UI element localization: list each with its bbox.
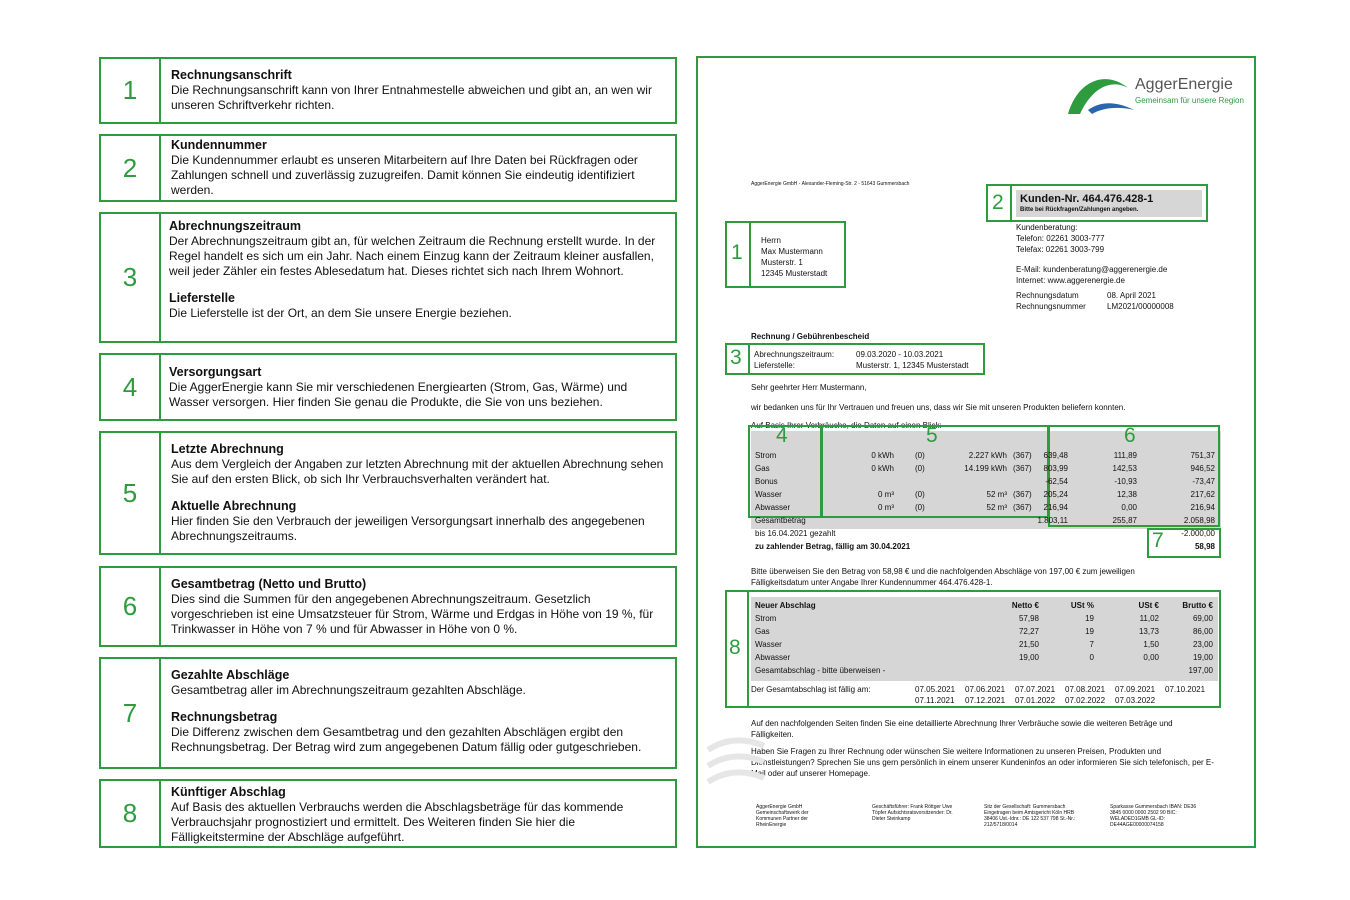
installment-total-row: Gesamtabschlag - bitte überweisen - 197,00 bbox=[755, 666, 1213, 675]
address-line: Herrn bbox=[761, 236, 782, 245]
table-row: Abwasser 0 m³ (0) 52 m³ (367) 216,94 0,00 216,94 bbox=[755, 503, 1215, 512]
basis-text: Auf Basis Ihrer Verbräuche, die Daten auf einen Blick: bbox=[751, 421, 942, 430]
supply-type: Strom bbox=[755, 451, 777, 460]
due-amount: 58,98 bbox=[1194, 542, 1215, 551]
supply-type: Abwasser bbox=[755, 503, 791, 512]
explanation-box bbox=[99, 657, 677, 769]
table-row: Bonus -62,54 -10,93 -73,47 bbox=[755, 477, 1215, 486]
callout-number: 2 bbox=[992, 191, 1004, 214]
agger-logo-icon bbox=[1066, 70, 1136, 116]
period-value: 09.03.2020 - 10.03.2021 bbox=[856, 350, 944, 359]
period-box bbox=[725, 343, 985, 375]
explanation-subtext: Die Lieferstelle ist der Ort, an dem Sie unsere Energie beziehen. bbox=[169, 306, 512, 320]
explanation-title: Letzte Abrechnung bbox=[171, 442, 284, 456]
explanation-subtitle: Aktuelle Abrechnung bbox=[171, 499, 297, 513]
period-label: Abrechnungszeitraum: bbox=[754, 350, 835, 359]
due-dates-row: 07.05.2021 07.06.2021 07.07.2021 07.08.2021 07.09.2021 07.10.2021 bbox=[915, 685, 1206, 694]
watermark-waves-icon bbox=[706, 730, 766, 794]
sender-line: AggerEnergie GmbH - Alexander-Fleming-Str. 2 - 51643 Gummersbach bbox=[751, 181, 910, 187]
paid-label: bis 16.04.2021 gezahlt bbox=[755, 529, 836, 538]
explanation-box bbox=[99, 134, 677, 202]
callout-number: 6 bbox=[101, 568, 161, 645]
delivery-label: Lieferstelle: bbox=[754, 361, 795, 370]
explanation-title: Versorgungsart bbox=[169, 365, 262, 379]
total-brutto: 2.058,98 bbox=[1183, 516, 1215, 525]
callout-number: 7 bbox=[101, 659, 161, 767]
callout-number: 3 bbox=[730, 346, 742, 369]
explanation-box bbox=[99, 779, 677, 848]
table-row: Wasser 0 m³ (0) 52 m³ (367) 205,24 12,38 217,62 bbox=[755, 490, 1215, 499]
supply-type: Gas bbox=[755, 464, 770, 473]
callout-number: 7 bbox=[1152, 529, 1164, 552]
table-row: Wasser 21,50 7 1,50 23,00 bbox=[755, 640, 1213, 649]
footer-column: Geschäftsführer: Frank Röttger Uwe Töpfer Aufsichtsratsvorsitzender: Dr. Dieter Steinkamp bbox=[872, 804, 953, 822]
transfer-text: Bitte überweisen Sie den Betrag von 58,98 € und die nachfolgenden Abschläge von 197,00 € zum jeweiligen Fälligkeitsdatum unter Angabe Ihrer Kundennummer 464.476.428-1. bbox=[751, 567, 1135, 587]
explanation-text: Auf Basis des aktuellen Verbrauchs werden die Abschlagsbeträge für das kommende Verbrauchsjahr prognostiziert und ermittelt. Des Weiteren finden Sie hier die Fälligkeitstermine der Abschläge aufgeführt. bbox=[171, 800, 624, 844]
table-header: Neuer Abschlag Netto € USt % USt € Brutto € bbox=[755, 601, 1213, 610]
table-row: Strom 57,98 19 11,02 69,00 bbox=[755, 614, 1213, 623]
footer-column: Sparkasse Gummersbach IBAN: DE36 3845 0000 0000 2502 90 BIC: WELADED1GMB GL-ID: DE44AGE00000074158 bbox=[1110, 804, 1197, 828]
explanation-text: Aus dem Vergleich der Angaben zur letzten Abrechnung mit der aktuellen Abrechnung sehen Sie auf den ersten Blick, ob sich Ihr Verbrauchsverhalten verändert hat. bbox=[171, 457, 664, 486]
explanation-text: Gesamtbetrag aller im Abrechnungszeitraum gezahlten Abschläge. bbox=[171, 683, 526, 697]
total-netto: 1.803,11 bbox=[1037, 516, 1068, 525]
paid-amount: -2.000,00 bbox=[1181, 529, 1215, 538]
callout-number: 8 bbox=[101, 781, 161, 846]
contact-line: Internet: www.aggerenergie.de bbox=[1016, 276, 1125, 285]
table-row: Abwasser 19,00 0 0,00 19,00 bbox=[755, 653, 1213, 662]
table-row: Gas 0 kWh (0) 14.199 kWh (367) 803,99 142,53 946,52 bbox=[755, 464, 1215, 473]
callout-number: 5 bbox=[926, 424, 938, 447]
footer-column: Sitz der Gesellschaft: Gummersbach Eingetragen beim Amtsgericht Köln HRB 38406 Ust.-Idnr.: DE 122 537 798 St.-Nr.: 212/5718/0014 bbox=[984, 804, 1076, 828]
callout-number: 2 bbox=[101, 136, 161, 200]
explanation-box bbox=[99, 57, 677, 124]
explanation-text: Dies sind die Summen für den angegebenen Abrechnungszeitraum. Gesetzlich vorgeschrieben ist eine Umsatzsteuer für Strom, Wärme und Erdgas in Höhe von 19 %, für Trinkwasser in Höhe von 7 % und für Abwasser in Höhe von 0 %. bbox=[171, 592, 654, 636]
total-row bbox=[755, 514, 1217, 527]
explanation-text: Der Abrechnungszeitraum gibt an, für welchen Zeitraum die Rechnung erstellt wurde. In der Regel handelt es sich um ein Jahr. Nach einem Einzug kann der Zeitraum kleiner ausfallen, weil jeder Zähler ein festes Ablesedatum hat. Dieses richtet sich nach Ihrem Wohnort. bbox=[169, 234, 656, 278]
delivery-value: Musterstr. 1, 12345 Musterstadt bbox=[856, 361, 969, 370]
address-line: 12345 Musterstadt bbox=[761, 269, 828, 278]
due-dates-row: 07.11.2021 07.12.2021 07.01.2022 07.02.2022 07.03.2022 bbox=[915, 696, 1156, 705]
invoice-heading: Rechnung / Gebührenbescheid bbox=[751, 332, 870, 341]
closing-text: Auf den nachfolgenden Seiten finden Sie eine detaillierte Abrechnung Ihrer Verbräuche sowie die weiteren Beträge und Fälligkeiten. bbox=[751, 719, 1173, 739]
contact-line: E-Mail: kundenberatung@aggerenergie.de bbox=[1016, 265, 1168, 274]
callout-number: 8 bbox=[729, 636, 741, 659]
supply-type: Bonus bbox=[755, 477, 778, 486]
greeting: Sehr geehrter Herr Mustermann, bbox=[751, 383, 867, 392]
closing-text: Haben Sie Fragen zu Ihrer Rechnung oder wünschen Sie weitere Informationen zu unseren Preisen, Produkten und Dienstleistungen? Sprechen Sie uns gern persönlich in einem unserer Kundeninfos an oder informieren Sie sich telefonisch, per E-Mail oder auf unserer Homepage. bbox=[751, 747, 1214, 778]
explanation-box bbox=[99, 212, 677, 343]
customer-number-note: Bitte bei Rückfragen/Zahlungen angeben. bbox=[1020, 207, 1139, 213]
total-ust: 255,87 bbox=[1112, 516, 1137, 525]
callout-number: 3 bbox=[101, 214, 161, 341]
explanation-text: Die Rechnungsanschrift kann von Ihrer Entnahmestelle abweichen und gibt an, an wen wir unseren Schriftverkehr richten. bbox=[171, 83, 652, 112]
explanation-title: Gesamtbetrag (Netto und Brutto) bbox=[171, 577, 367, 591]
address-line: Musterstr. 1 bbox=[761, 258, 803, 267]
explanation-title: Rechnungsanschrift bbox=[171, 68, 292, 82]
due-label: zu zahlender Betrag, fällig am 30.04.2021 bbox=[755, 542, 911, 551]
explanation-subtext: Die Differenz zwischen dem Gesamtbetrag und den gezahlten Abschlägen ergibt den Rechnungsbetrag. Der Betrag wird zum angegebenen Datum fällig oder gutgeschrieben. bbox=[171, 725, 642, 754]
explanation-subtitle: Lieferstelle bbox=[169, 291, 236, 305]
explanation-subtext: Hier finden Sie den Verbrauch der jeweiligen Versorgungsart innerhalb des angegebenen Abrechnungszeitraums. bbox=[171, 514, 645, 543]
due-dates-label: Der Gesamtabschlag ist fällig am: bbox=[751, 685, 871, 694]
installment-table bbox=[755, 599, 1215, 677]
invoice-document bbox=[696, 56, 1256, 848]
invoice-number-label: Rechnungsnummer bbox=[1016, 302, 1086, 311]
footer-column: AggerEnergie GmbH Gemeinschaftswerk der Kommunen Partner der RheinEnergie bbox=[756, 804, 809, 828]
callout-number: 5 bbox=[101, 433, 161, 553]
logo-name: AggerEnergie bbox=[1135, 76, 1233, 93]
explanation-title: Abrechnungszeitraum bbox=[169, 219, 301, 233]
invoice-number: LM2021/00000008 bbox=[1107, 302, 1174, 311]
table-row: Gas 72,27 19 13,73 86,00 bbox=[755, 627, 1213, 636]
invoice-date-label: Rechnungsdatum bbox=[1016, 291, 1079, 300]
intro-text: wir bedanken uns für Ihr Vertrauen und freuen uns, dass wir Sie mit unseren Produkten beliefern konnten. bbox=[751, 403, 1126, 412]
callout-number: 4 bbox=[776, 424, 788, 447]
logo-tagline: Gemeinsam für unsere Region bbox=[1135, 96, 1244, 105]
explanation-box bbox=[99, 431, 677, 555]
address-box bbox=[725, 221, 846, 288]
contact-line: Telefax: 02261 3003-799 bbox=[1016, 245, 1105, 254]
callout-number: 1 bbox=[731, 241, 743, 264]
contact-line: Telefon: 02261 3003-777 bbox=[1016, 234, 1105, 243]
callout-number: 4 bbox=[101, 355, 161, 419]
customer-number-box bbox=[986, 184, 1208, 222]
explanation-title: Kundennummer bbox=[171, 138, 267, 152]
supply-type: Wasser bbox=[755, 490, 782, 499]
customer-number: Kunden-Nr. 464.476.428-1 bbox=[1020, 193, 1154, 205]
callout-number: 6 bbox=[1124, 424, 1136, 447]
contact-line: Kundenberatung: bbox=[1016, 223, 1078, 232]
callout-number: 1 bbox=[101, 59, 161, 122]
address-line: Max Mustermann bbox=[761, 247, 823, 256]
explanation-title: Künftiger Abschlag bbox=[171, 785, 286, 799]
explanation-box bbox=[99, 353, 677, 421]
due-dates bbox=[915, 684, 1215, 706]
explanation-box bbox=[99, 566, 677, 647]
explanation-subtitle: Rechnungsbetrag bbox=[171, 710, 278, 724]
total-label: Gesamtbetrag bbox=[755, 516, 806, 525]
table-row: Strom 0 kWh (0) 2.227 kWh (367) 639,48 111,89 751,37 bbox=[755, 451, 1215, 460]
explanation-text: Die Kundennummer erlaubt es unseren Mitarbeitern auf Ihre Daten bei Rückfragen oder Zahlungen schnell und zuverlässig zuzugreifen. Damit können Sie eindeutig identifiziert werden. bbox=[171, 153, 638, 197]
invoice-date: 08. April 2021 bbox=[1107, 291, 1156, 300]
explanation-text: Die AggerEnergie kann Sie mir verschiedenen Energiearten (Strom, Gas, Wärme) und Wasser versorgen. Hier finden Sie genau die Produkte, die Sie von uns beziehen. bbox=[169, 380, 628, 409]
explanation-title: Gezahlte Abschläge bbox=[171, 668, 290, 682]
